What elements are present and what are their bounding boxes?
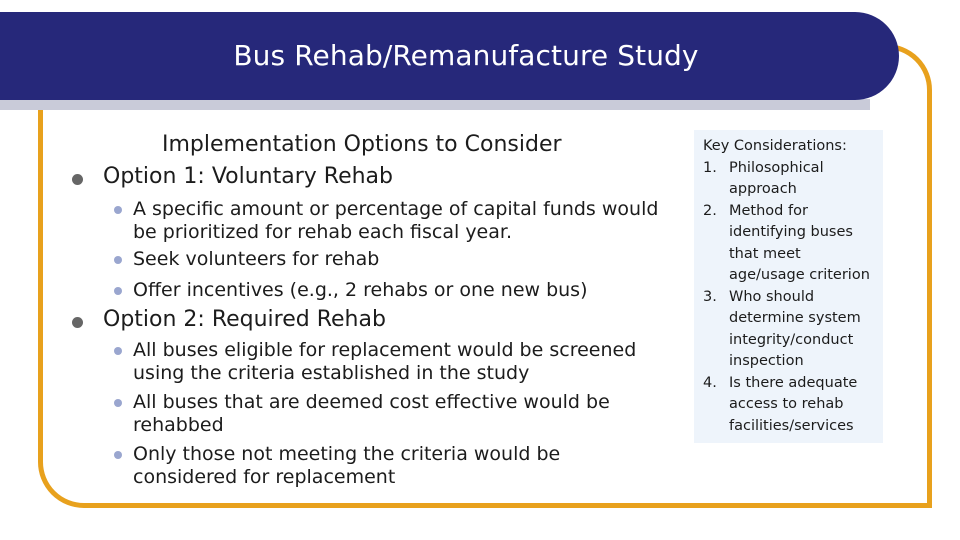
key-consideration-item	[703, 158, 875, 201]
item-text: Philosophical approach	[729, 159, 824, 197]
key-consideration-item	[703, 201, 875, 287]
item-text: Who should determine system integrity/conduct inspection	[729, 288, 861, 369]
bullet-text: All buses that are deemed cost effective would be rehabbed	[133, 391, 610, 436]
bullet-dot-icon	[114, 206, 122, 214]
option-1-label: Option 1: Voluntary Rehab	[103, 164, 394, 189]
bullet-dot-icon	[114, 399, 122, 407]
key-considerations-list	[703, 158, 875, 438]
bullet-dot-icon	[114, 451, 122, 459]
subheading: Implementation Options to Consider	[162, 132, 562, 157]
item-text: Is there adequate access to rehab facilities/services	[729, 374, 858, 434]
item-number: 1.	[703, 159, 717, 176]
option-2-label: Option 2: Required Rehab	[103, 307, 386, 332]
bullet-text: All buses eligible for replacement would be screened using the criteria established in the study	[133, 339, 637, 384]
key-considerations-box	[694, 130, 883, 443]
bullet-text: Only those not meeting the criteria would be considered for replacement	[133, 443, 561, 488]
bullet-text: Seek volunteers for rehab	[133, 248, 380, 270]
key-consideration-item	[703, 373, 875, 438]
item-text: Method for identifying buses that meet age/usage criterion	[729, 202, 870, 283]
bullet-text: Offer incentives (e.g., 2 rehabs or one new bus)	[133, 279, 588, 301]
item-number: 4.	[703, 374, 717, 391]
bullet-dot-icon	[114, 287, 122, 295]
bullet-dot-icon	[114, 256, 122, 264]
bullet-dot-icon	[114, 347, 122, 355]
key-consideration-item	[703, 287, 875, 373]
bullet-icon	[72, 174, 83, 185]
key-considerations-title: Key Considerations:	[703, 138, 847, 154]
bullet-text: A specific amount or percentage of capital funds would be prioritized for rehab each fiscal year.	[133, 198, 659, 243]
item-number: 3.	[703, 288, 717, 305]
bullet-icon	[72, 317, 83, 328]
title-underline	[0, 99, 870, 110]
slide-title: Bus Rehab/Remanufacture Study	[233, 39, 699, 72]
item-number: 2.	[703, 202, 717, 219]
